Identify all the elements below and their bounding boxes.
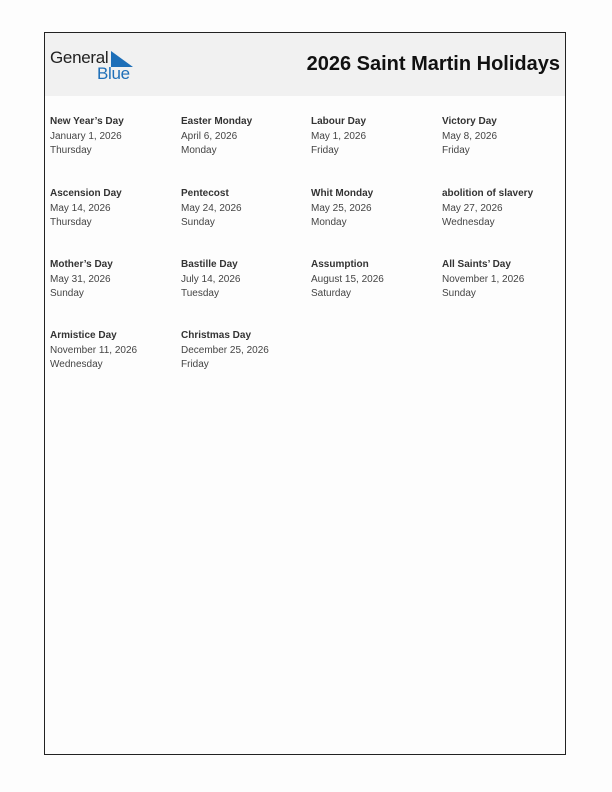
holiday-weekday: Sunday: [181, 217, 215, 228]
generalblue-logo: [50, 48, 140, 84]
holiday-name: Victory Day: [442, 116, 497, 127]
holiday-name: Whit Monday: [311, 188, 374, 199]
holiday-weekday: Monday: [181, 145, 217, 156]
holiday-date: January 1, 2026: [50, 130, 122, 142]
holiday-entry: [181, 187, 306, 231]
holiday-name: Mother’s Day: [50, 259, 113, 270]
holiday-name: All Saints’ Day: [442, 259, 511, 270]
holiday-name: Labour Day: [311, 116, 367, 127]
holiday-name: abolition of slavery: [442, 188, 534, 199]
holiday-entry: [50, 115, 175, 159]
logo-blue-text: Blue: [97, 64, 130, 83]
holiday-weekday: Friday: [181, 359, 209, 370]
holiday-weekday: Sunday: [442, 288, 476, 299]
holiday-weekday: Tuesday: [181, 288, 219, 299]
holiday-date: May 27, 2026: [442, 202, 503, 214]
holiday-weekday: Wednesday: [50, 359, 103, 370]
holiday-entry: [442, 258, 567, 302]
holiday-date: May 24, 2026: [181, 202, 242, 214]
holiday-date: August 15, 2026: [311, 273, 384, 285]
holiday-name: Christmas Day: [181, 330, 252, 341]
holiday-date: November 11, 2026: [50, 344, 138, 356]
page-frame: [44, 32, 566, 755]
holiday-weekday: Saturday: [311, 288, 352, 299]
holiday-entry: [442, 115, 567, 159]
holiday-weekday: Friday: [442, 145, 470, 156]
holiday-weekday: Friday: [311, 145, 339, 156]
holiday-name: Easter Monday: [181, 116, 253, 127]
holiday-weekday: Wednesday: [442, 217, 495, 228]
holiday-name: Armistice Day: [50, 330, 117, 341]
holiday-date: May 31, 2026: [50, 273, 111, 285]
holiday-date: November 1, 2026: [442, 273, 525, 285]
holiday-entry: [181, 258, 306, 302]
holiday-entry: [311, 187, 436, 231]
holiday-entry: [50, 258, 175, 302]
holiday-weekday: Sunday: [50, 288, 84, 299]
holiday-entry: [181, 115, 306, 159]
holiday-name: Ascension Day: [50, 188, 122, 199]
page-title: 2026 Saint Martin Holidays: [306, 53, 560, 75]
logo-general-text: General: [50, 48, 109, 67]
holiday-date: May 8, 2026: [442, 130, 498, 142]
holiday-entry: [50, 187, 175, 231]
holiday-date: May 1, 2026: [311, 130, 367, 142]
holiday-entry: [50, 329, 175, 373]
holiday-date: May 14, 2026: [50, 202, 111, 214]
holiday-entry: [181, 329, 306, 373]
holiday-date: May 25, 2026: [311, 202, 372, 214]
holiday-date: April 6, 2026: [181, 130, 238, 142]
holiday-entry: [442, 187, 567, 231]
header-band: [45, 33, 565, 96]
holiday-name: New Year’s Day: [50, 116, 124, 127]
holiday-entry: [311, 115, 436, 159]
holiday-name: Assumption: [311, 259, 369, 270]
holiday-date: July 14, 2026: [181, 273, 241, 285]
holiday-weekday: Thursday: [50, 145, 92, 156]
holiday-weekday: Thursday: [50, 217, 92, 228]
holiday-weekday: Monday: [311, 217, 347, 228]
holiday-name: Bastille Day: [181, 259, 238, 270]
holiday-date: December 25, 2026: [181, 344, 269, 356]
holiday-entry: [311, 258, 436, 302]
holiday-name: Pentecost: [181, 188, 229, 199]
